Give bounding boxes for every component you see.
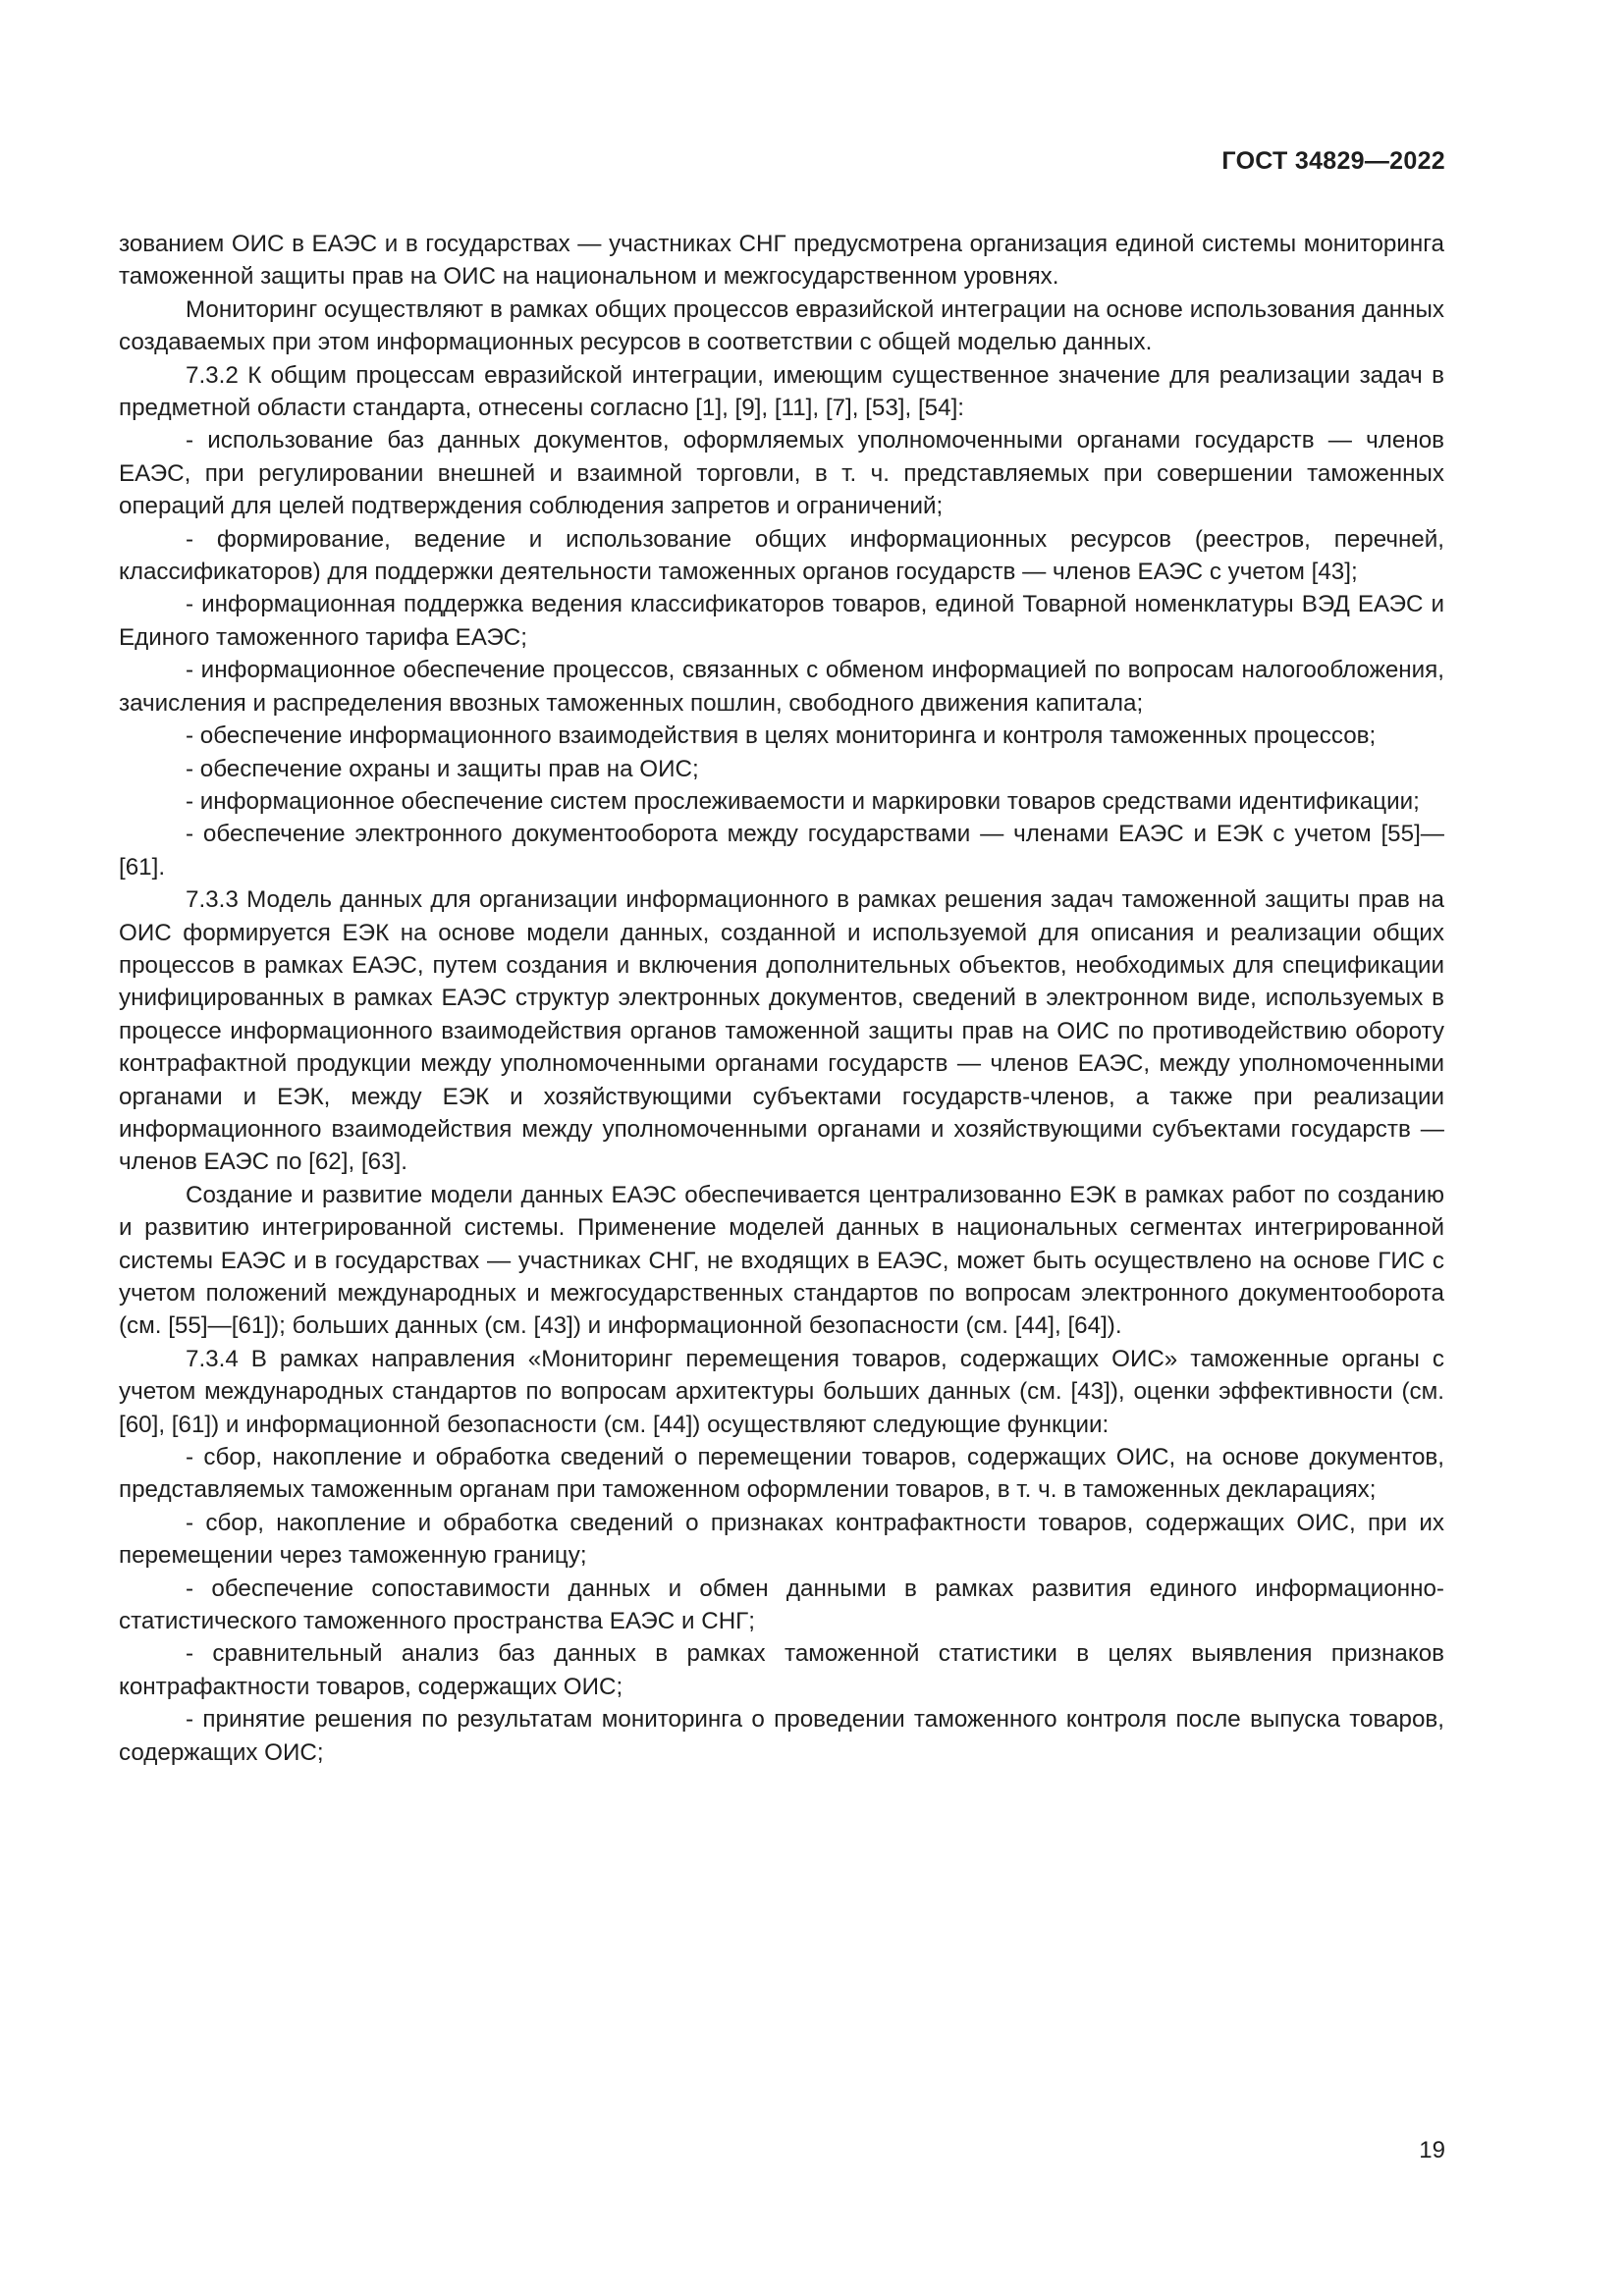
list-item: - информационная поддержка ведения классификаторов товаров, единой Товарной номенклатуры ВЭД ЕАЭС и Единого таможенного тарифа ЕАЭС; — [119, 591, 1444, 651]
list-item: - сбор, накопление и обработка сведений о признаках контрафактности товаров, содержащих ОИС, при их перемещении через таможенную границу; — [119, 1509, 1444, 1570]
list-item: - информационное обеспечение систем прослеживаемости и маркировки товаров средствами идентификации; — [186, 787, 1420, 815]
list-item: - принятие решения по результатам мониторинга о проведении таможенного контроля после выпуска товаров, содержащих ОИС; — [119, 1706, 1444, 1766]
paragraph-7-3-3: 7.3.3 Модель данных для организации информационного в рамках решения задач таможенной защиты прав на ОИС формируется ЕЭК на основе модели данных, созданной и используемой для описания и реализации общих процессов в рамках ЕАЭС, путем создания и включения дополнительных объектов, необходимых для спецификации унифицированных в рамках ЕАЭС структур электронных документов, сведений в электронном виде, используемых в процессе информационного взаимодействия органов таможенной защиты прав на ОИС по противодействию обороту контрафактной продукции между уполномоченными органами государств — членов ЕАЭС, между уполномоченными органами и ЕЭК, между ЕЭК и хозяйствующими субъектами государств-членов, а также при реализации информационного взаимодействия между уполномоченными органами и хозяйствующими субъектами государств — членов ЕАЭС по [62], [63]. — [119, 886, 1444, 1176]
paragraph-continuation: зованием ОИС в ЕАЭС и в государствах — участниках СНГ предусмотрена организация единой системы мониторинга таможенной защиты прав на ОИС на национальном и межгосударственном уровнях. — [119, 231, 1444, 291]
paragraph-7-3-4: 7.3.4 В рамках направления «Мониторинг перемещения товаров, содержащих ОИС» таможенные органы с учетом международных стандартов по вопросам архитектуры больших данных (см. [43]), оценки эффективности (см. [60], [61]) и информационной безопасности (см. [44]) осуществляют следующие функции: — [119, 1345, 1444, 1438]
list-item: - использование баз данных документов, оформляемых уполномоченными органами государств — членов ЕАЭС, при регулировании внешней и взаимной торговли, в т. ч. представляемых при совершении таможенных операций для целей подтверждения соблюдения запретов и ограничений; — [119, 427, 1444, 520]
paragraph-7-3-2: 7.3.2 К общим процессам евразийской интеграции, имеющим существенное значение для реализации задач в предметной области стандарта, отнесены согласно [1], [9], [11], [7], [53], [54]: — [119, 361, 1444, 422]
standard-designation: ГОСТ 34829—2022 — [1221, 147, 1445, 175]
list-item: - обеспечение электронного документооборота между государствами — членами ЕАЭС и ЕЭК с учетом [55]—[61]. — [119, 821, 1444, 881]
list-item: - формирование, ведение и использование общих информационных ресурсов (реестров, перечней, классификаторов) для поддержки деятельности таможенных органов государств — членов ЕАЭС с учетом [43]; — [119, 525, 1444, 586]
paragraph-monitoring: Мониторинг осуществляют в рамках общих процессов евразийской интеграции на основе использования данных создаваемых при этом информационных ресурсов в соответствии с общей моделью данных. — [119, 295, 1444, 356]
list-item: - сравнительный анализ баз данных в рамках таможенной статистики в целях выявления признаков контрафактности товаров, содержащих ОИС; — [119, 1640, 1444, 1700]
list-item: - сбор, накопление и обработка сведений о перемещении товаров, содержащих ОИС, на основе документов, представляемых таможенным органам при таможенном оформлении товаров, в т. ч. в таможенных декларациях; — [119, 1444, 1444, 1504]
list-item: - обеспечение охраны и защиты прав на ОИС; — [186, 755, 699, 782]
list-item: - обеспечение информационного взаимодействия в целях мониторинга и контроля таможенных процессов; — [186, 722, 1377, 750]
paragraph-data-model: Создание и развитие модели данных ЕАЭС обеспечивается централизованно ЕЭК в рамках работ по созданию и развитию интегрированной системы. Применение моделей данных в национальных сегментах интегрированной системы ЕАЭС и в государствах — участниках СНГ, не входящих в ЕАЭС, может быть осуществлено на основе ГИС с учетом положений международных и межгосударственных стандартов по вопросам электронного документооборота (см. [55]—[61]); больших данных (см. [43]) и информационной безопасности (см. [44], [64]). — [119, 1181, 1444, 1340]
list-item: - информационное обеспечение процессов, связанных с обменом информацией по вопросам налогообложения, зачисления и распределения ввозных таможенных пошлин, свободного движения капитала; — [119, 657, 1444, 717]
page-number: 19 — [1419, 2137, 1445, 2163]
body-text — [119, 228, 1444, 1769]
list-item: - обеспечение сопоставимости данных и обмен данными в рамках развития единого информационно-статистического таможенного пространства ЕАЭС и СНГ; — [119, 1575, 1444, 1635]
